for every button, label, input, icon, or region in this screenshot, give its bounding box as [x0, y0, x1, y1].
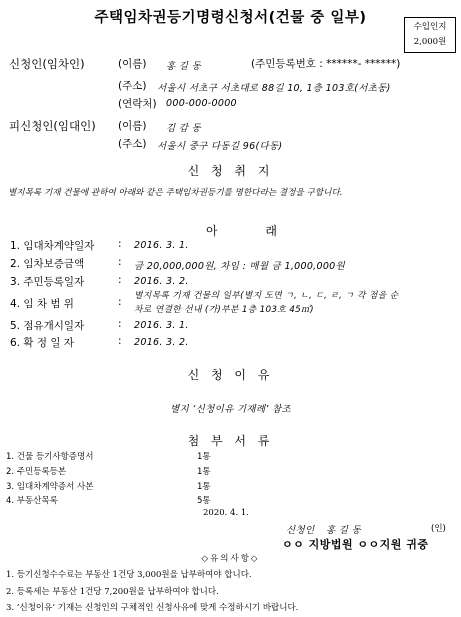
- applicant-contact-label: (연락처): [118, 98, 157, 110]
- respondent-name: 김 갑 동: [166, 123, 202, 134]
- purpose-heading: 신 청 취 지: [187, 164, 274, 178]
- note-item: 3. ‘신청이유’ 기재는 신청인의 구체적인 신청사유에 맞게 수정하시기 바랍니다.: [6, 603, 299, 613]
- reason-text: 별지 ‘신청이유 기재례’ 참조: [170, 404, 291, 415]
- note-item: 1. 등기신청수수료는 부동산 1건당 3,000원을 납부하여야 합니다.: [6, 570, 252, 580]
- respondent-label: 피신청인(임대인): [9, 119, 96, 133]
- attachment-count: 1통: [197, 467, 211, 477]
- notes-heading: ◇유의사항◇: [201, 554, 260, 564]
- detail-value-continued: 차로 연결한 선내 (가)부분 1층 103호 45㎡): [134, 305, 314, 315]
- applicant-contact: 000-000-0000: [166, 98, 237, 109]
- purpose-text: 별지목록 기재 건물에 관하여 아래와 같은 주택임차권등기를 명한다라는 결정을 구합니다.: [8, 188, 343, 198]
- attachment-label: 1. 건물 등기사항증명서: [6, 452, 94, 462]
- applicant-address: 서울시 서초구 서초대로 88길 10, 1층 103호(서초동): [157, 83, 391, 94]
- signature-name: 홍 길 동: [326, 525, 362, 536]
- application-date: 2020. 4. 1.: [203, 508, 249, 518]
- reason-heading: 신 청 이 유: [187, 368, 274, 382]
- note-item: 2. 등록세는 부동산 1건당 7,200원을 납부하여야 합니다.: [6, 587, 219, 597]
- detail-value: 2016. 3. 1.: [134, 240, 189, 251]
- attachment-count: 5통: [197, 496, 211, 506]
- detail-label: 3. 주민등록일자: [10, 276, 85, 288]
- detail-label: 2. 임차보증금액: [10, 258, 85, 270]
- respondent-address: 서울시 중구 다동길 96(다동): [157, 141, 283, 152]
- signature-label: 신청인: [286, 525, 315, 536]
- detail-colon: :: [118, 274, 122, 286]
- detail-value: 별지목록 기재 건물의 일부(별지 도면 ㄱ, ㄴ, ㄷ, ㄹ, ㄱ 각 점을 순: [134, 291, 399, 301]
- details-heading: 아 래: [206, 224, 299, 238]
- detail-value: 금 20,000,000원, 차임 : 매월 금 1,000,000원: [134, 261, 345, 272]
- revenue-stamp-box: [404, 17, 456, 53]
- detail-value: 2016. 3. 2.: [134, 276, 189, 287]
- applicant-name-label: (이름): [118, 58, 147, 70]
- detail-colon: :: [118, 318, 122, 330]
- applicant-rrn: (주민등록번호 : ******- ******): [251, 58, 401, 70]
- detail-label: 1. 임대차계약일자: [10, 240, 95, 252]
- attachment-label: 3. 임대차계약증서 사본: [6, 482, 94, 492]
- applicant-label: 신청인(임차인): [9, 57, 85, 71]
- attachments-heading: 첨 부 서 류: [187, 434, 274, 448]
- signature-seal: (인): [431, 524, 446, 534]
- court-name: ㅇㅇ 지방법원 ㅇㅇ지원 귀중: [282, 538, 429, 551]
- applicant-address-label: (주소): [118, 80, 147, 92]
- detail-value: 2016. 3. 2.: [134, 337, 189, 348]
- detail-colon: :: [118, 335, 122, 347]
- respondent-address-label: (주소): [118, 138, 147, 150]
- stamp-label: 수입인지: [413, 22, 447, 32]
- detail-label: 6. 확 정 일 자: [10, 337, 74, 349]
- attachment-count: 1통: [197, 482, 211, 492]
- respondent-name-label: (이름): [118, 120, 147, 132]
- detail-value: 2016. 3. 1.: [134, 320, 189, 331]
- stamp-amount: 2,000원: [413, 37, 447, 47]
- detail-label: 4. 임 차 범 위: [10, 298, 74, 310]
- attachment-label: 4. 부동산목록: [6, 496, 58, 506]
- detail-colon: :: [118, 296, 122, 308]
- applicant-name: 홍 길 동: [166, 61, 202, 72]
- document-title: 주택임차권등기명령신청서(건물 중 일부): [94, 10, 367, 26]
- attachment-count: 1통: [197, 452, 211, 462]
- detail-label: 5. 점유개시일자: [10, 320, 85, 332]
- attachment-label: 2. 주민등록등본: [6, 467, 67, 477]
- detail-colon: :: [118, 256, 122, 268]
- detail-colon: :: [118, 238, 122, 250]
